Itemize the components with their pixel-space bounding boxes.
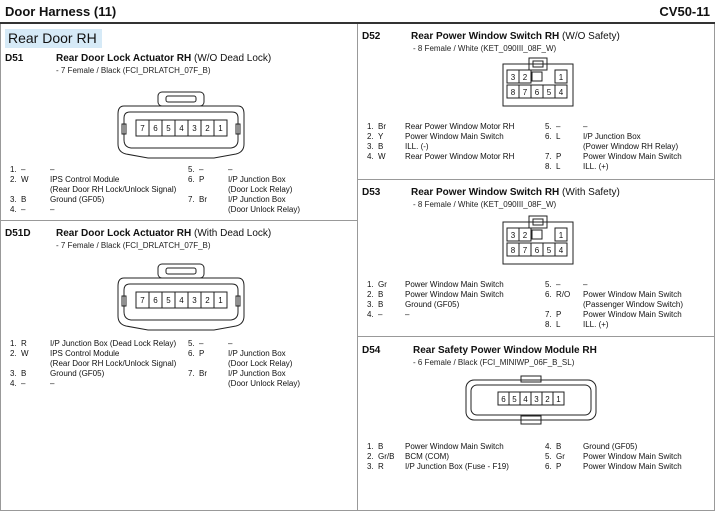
pin-description: (Door Unlock Relay) [228,205,301,214]
pin-label: 5 [512,395,517,404]
wire-color: R [21,339,27,348]
pin-description: Ground (GF05) [50,195,105,204]
wire-color: B [378,142,384,151]
pin-label: 1 [218,296,223,305]
pin-number: 2. [10,175,17,184]
pin-description: Rear Power Window Motor RH [405,152,515,161]
pin-description: IPS Control Module [50,175,120,184]
pin-number: 6. [545,290,552,299]
pin-description: I/P Junction Box [228,195,286,204]
pin-label: 1 [558,73,564,82]
wire-color: W [21,349,29,358]
pin-label: 6 [153,296,158,305]
pin-number: 2. [10,349,17,358]
pin-description: – [50,379,55,388]
connector-id: D54 [362,345,381,356]
pin-description: Power Window Main Switch [583,152,682,161]
pin-description: Power Window Main Switch [405,290,504,299]
pin-description: I/P Junction Box (Fuse - F19) [405,462,509,471]
connector-spec: - 7 Female / Black (FCI_DRLATCH_07F_B) [56,66,211,75]
pin-description: – [50,205,55,214]
pin-description: Power Window Main Switch [405,280,504,289]
pin-label: 4 [179,296,184,305]
section-divider [358,336,715,337]
wire-color: Y [378,132,384,141]
pin-description: Power Window Main Switch [583,310,682,319]
wire-color: R [378,462,384,471]
pin-number: 3. [367,462,374,471]
pin-label: 1 [558,231,564,240]
pin-number: 1. [10,339,17,348]
pin-label: 3 [192,124,197,133]
pin-label: 4 [523,395,528,404]
wire-color: – [378,310,383,319]
connector-d51-diagram [116,92,246,160]
pin-description: Power Window Main Switch [405,132,504,141]
connector-id: D51D [5,228,31,239]
pin-label: 3 [510,73,516,82]
pin-number: 3. [10,195,17,204]
pin-description: I/P Junction Box [228,349,286,358]
pin-description: Power Window Main Switch [405,442,504,451]
pin-description: Power Window Main Switch [583,452,682,461]
wire-color: W [378,152,386,161]
wire-color: – [556,122,561,131]
pin-label: 4 [558,246,564,255]
pin-description: – [405,310,410,319]
pin-description: (Power Window RH Relay) [583,142,679,151]
wire-color: – [21,205,26,214]
wire-color: B [556,442,562,451]
wire-color: Gr/B [378,452,395,461]
pin-label: 7 [522,246,528,255]
pin-label: 1 [218,124,223,133]
connector-latch [158,92,204,106]
pin-number: 4. [545,442,552,451]
pin-description: Ground (GF05) [405,300,460,309]
wire-color: Br [378,122,386,131]
pin-number: 5. [545,122,552,131]
pin-description: Ground (GF05) [50,369,105,378]
connector-id: D52 [362,31,381,42]
wire-color: Gr [378,280,387,289]
pin-number: 1. [367,122,374,131]
wire-color: L [556,320,561,329]
column-divider [357,24,358,511]
connector-key [532,230,542,239]
pin-label: 6 [501,395,506,404]
wire-color: B [21,195,27,204]
connector-latch [158,264,204,278]
connector-spec: - 8 Female / White (KET_090III_08F_W) [413,200,557,209]
pin-description: ILL. (+) [583,320,609,329]
wire-color: P [556,310,562,319]
pin-description: Power Window Main Switch [583,290,682,299]
wire-color: B [378,300,384,309]
pin-label: 4 [179,124,184,133]
pin-label: 7 [522,88,528,97]
connector-d51d-diagram [116,264,246,332]
wire-color: P [199,175,205,184]
pin-label: 6 [153,124,158,133]
connector-name: Rear Power Window Switch RH (W/O Safety) [411,31,620,42]
pin-number: 4. [10,205,17,214]
pin-description: Rear Power Window Motor RH [405,122,515,131]
connector-spec: - 6 Female / Black (FCI_MINIWP_06F_B_SL) [413,358,575,367]
pin-label: 6 [534,246,540,255]
section-divider [0,220,357,221]
wire-color: – [556,280,561,289]
wire-color: P [556,152,562,161]
connector-id: D53 [362,187,381,198]
pin-description: I/P Junction Box [228,369,286,378]
pin-label: 1 [556,395,561,404]
pin-number: 6. [188,349,195,358]
pin-label: 2 [205,124,210,133]
pin-number: 6. [545,462,552,471]
pin-label: 4 [558,88,564,97]
pin-number: 1. [367,280,374,289]
connector-d52-diagram [502,58,574,108]
wire-color: Br [199,195,207,204]
pin-number: 4. [10,379,17,388]
section-title: Rear Door RH [5,29,102,48]
pin-label: 3 [510,231,516,240]
pin-label: 6 [534,88,540,97]
pin-number: 2. [367,452,374,461]
pin-number: 7. [188,369,195,378]
pin-label: 2 [522,231,528,240]
pin-label: 2 [545,395,550,404]
pin-number: 5. [545,280,552,289]
connector-key [532,72,542,81]
wire-color: P [199,349,205,358]
pin-label: 5 [546,88,552,97]
pin-number: 5. [188,339,195,348]
pin-description: (Rear Door RH Lock/Unlock Signal) [50,359,177,368]
connector-name: Rear Safety Power Window Module RH [413,345,597,356]
wire-color: B [21,369,27,378]
pin-description: I/P Junction Box [228,175,286,184]
pin-number: 5. [545,452,552,461]
page-title: Door Harness (11) [5,4,117,19]
pin-description: I/P Junction Box [583,132,641,141]
pin-description: BCM (COM) [405,452,449,461]
pin-description: – [583,122,588,131]
pin-description: ILL. (+) [583,162,609,171]
pin-number: 1. [10,165,17,174]
wire-color: – [21,165,26,174]
pin-number: 4. [367,152,374,161]
pin-description: (Rear Door RH Lock/Unlock Signal) [50,185,177,194]
pin-number: 1. [367,442,374,451]
pin-number: 3. [10,369,17,378]
pin-label: 2 [522,73,528,82]
connector-name: Rear Door Lock Actuator RH (W/O Dead Lock) [56,53,272,64]
pin-number: 8. [545,320,552,329]
pin-description: Power Window Main Switch [583,462,682,471]
pin-description: – [50,165,55,174]
page-code: CV50-11 [659,4,710,19]
pin-number: 6. [188,175,195,184]
pin-number: 5. [188,165,195,174]
wire-color: – [199,339,204,348]
pin-description: (Door Lock Relay) [228,359,293,368]
connector-id: D51 [5,53,24,64]
pin-label: 2 [205,296,210,305]
connector-latch-slot [166,96,196,102]
wire-color: L [556,132,561,141]
pin-label: 3 [534,395,539,404]
page-header [0,0,715,24]
wire-color: Gr [556,452,565,461]
pin-description: – [228,339,233,348]
wire-color: P [556,462,562,471]
pin-number: 3. [367,142,374,151]
wire-color: W [21,175,29,184]
pin-number: 2. [367,132,374,141]
wire-color: – [21,379,26,388]
pin-description: I/P Junction Box (Dead Lock Relay) [50,339,177,348]
pin-number: 7. [188,195,195,204]
connector-latch [521,376,541,382]
pin-number: 7. [545,152,552,161]
connector-name: Rear Power Window Switch RH (With Safety) [411,187,620,198]
pin-description: (Door Lock Relay) [228,185,293,194]
connector-name: Rear Door Lock Actuator RH (With Dead Lock) [56,228,272,239]
pin-description: (Door Unlock Relay) [228,379,301,388]
connector-latch-slot [166,268,196,274]
connector-d54-diagram [465,376,597,426]
pin-label: 7 [140,124,145,133]
pin-number: 3. [367,300,374,309]
pin-label: 5 [546,246,552,255]
pin-description: – [228,165,233,174]
pin-description: ILL. (-) [405,142,429,151]
wire-color: – [199,165,204,174]
pin-description: IPS Control Module [50,349,120,358]
connector-spec: - 7 Female / Black (FCI_DRLATCH_07F_B) [56,241,211,250]
pin-number: 6. [545,132,552,141]
pin-label: 5 [166,296,171,305]
pin-label: 7 [140,296,145,305]
wire-color: B [378,290,384,299]
pin-description: – [583,280,588,289]
pin-label: 3 [192,296,197,305]
pin-number: 4. [367,310,374,319]
pin-label: 8 [510,88,516,97]
section-divider [358,179,715,180]
pin-number: 8. [545,162,552,171]
pin-number: 2. [367,290,374,299]
wire-color: Br [199,369,207,378]
pin-label: 5 [166,124,171,133]
pin-description: (Passenger Window Switch) [583,300,684,309]
wire-color: B [378,442,384,451]
wire-color: L [556,162,561,171]
connector-d53-diagram [502,216,574,266]
pin-description: Ground (GF05) [583,442,638,451]
pin-number: 7. [545,310,552,319]
wire-color: R/O [556,290,571,299]
pin-label: 8 [510,246,516,255]
connector-spec: - 8 Female / White (KET_090III_08F_W) [413,44,557,53]
